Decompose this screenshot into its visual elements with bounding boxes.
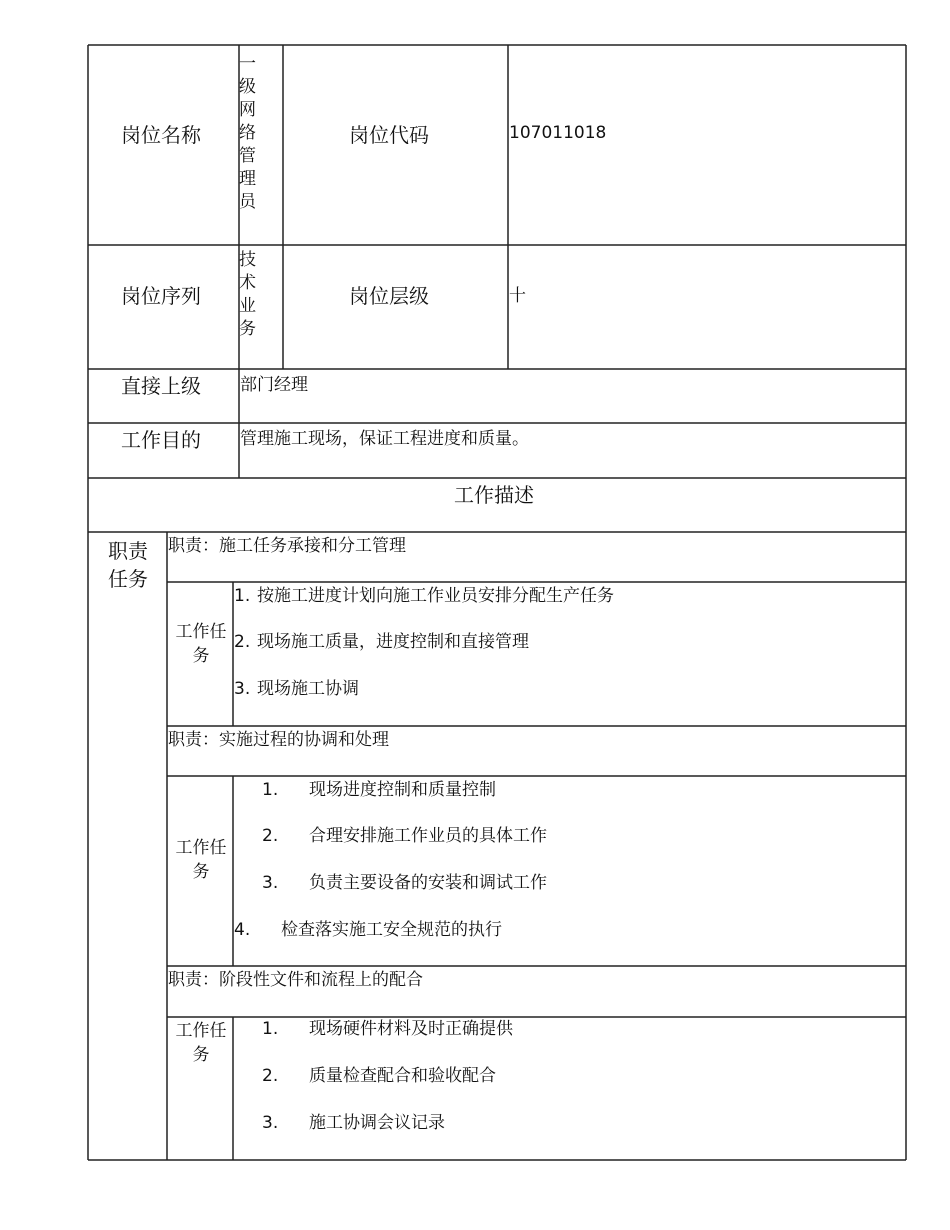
task-text: 负责主要设备的安装和调试工作	[309, 873, 547, 893]
work-task-label: 工作任务	[175, 1021, 227, 1065]
superior-label: 直接上级	[121, 374, 201, 398]
task-text: 质量检查配合和验收配合	[309, 1066, 496, 1086]
work-task-label: 工作任务	[175, 622, 227, 666]
task-number: 2.	[234, 632, 251, 652]
duty-title: 职责：阶段性文件和流程上的配合	[168, 970, 423, 990]
post-code-value: 107011018	[509, 123, 607, 143]
task-number: 2.	[262, 826, 279, 846]
purpose-label: 工作目的	[121, 428, 201, 452]
duty-title: 职责：施工任务承接和分工管理	[168, 536, 406, 556]
task-number: 2.	[262, 1066, 279, 1086]
task-number: 1.	[262, 780, 279, 800]
work-task-label: 工作任务	[175, 838, 227, 882]
task-number: 1.	[262, 1019, 279, 1039]
task-text: 施工协调会议记录	[309, 1113, 445, 1133]
section-title: 工作描述	[454, 483, 534, 507]
task-text: 现场硬件材料及时正确提供	[309, 1019, 513, 1039]
duty-title: 职责：实施过程的协调和处理	[168, 730, 389, 750]
task-text: 现场施工协调	[257, 679, 359, 699]
task-number: 1.	[234, 586, 251, 606]
task-text: 按施工进度计划向施工作业员安排分配生产任务	[257, 586, 614, 606]
task-text: 检查落实施工安全规范的执行	[281, 920, 502, 940]
task-text: 合理安排施工作业员的具体工作	[309, 826, 547, 846]
post-name-label: 岗位名称	[121, 123, 201, 147]
post-code-label: 岗位代码	[349, 123, 429, 147]
task-number: 4.	[234, 920, 251, 940]
task-number: 3.	[234, 679, 251, 699]
post-series-value: 技术业务	[239, 250, 256, 339]
superior-value: 部门经理	[240, 375, 308, 395]
purpose-value: 管理施工现场，保证工程进度和质量。	[240, 429, 529, 449]
post-level-label: 岗位层级	[349, 284, 429, 308]
post-series-label: 岗位序列	[121, 284, 201, 308]
duty-task-label: 职责任务	[108, 539, 148, 591]
post-name-value: 一级网络管理员	[239, 54, 256, 212]
task-text: 现场施工质量，进度控制和直接管理	[257, 632, 529, 652]
task-text: 现场进度控制和质量控制	[309, 780, 496, 800]
task-number: 3.	[262, 1113, 279, 1133]
task-number: 3.	[262, 873, 279, 893]
post-level-value: 十	[509, 286, 526, 306]
